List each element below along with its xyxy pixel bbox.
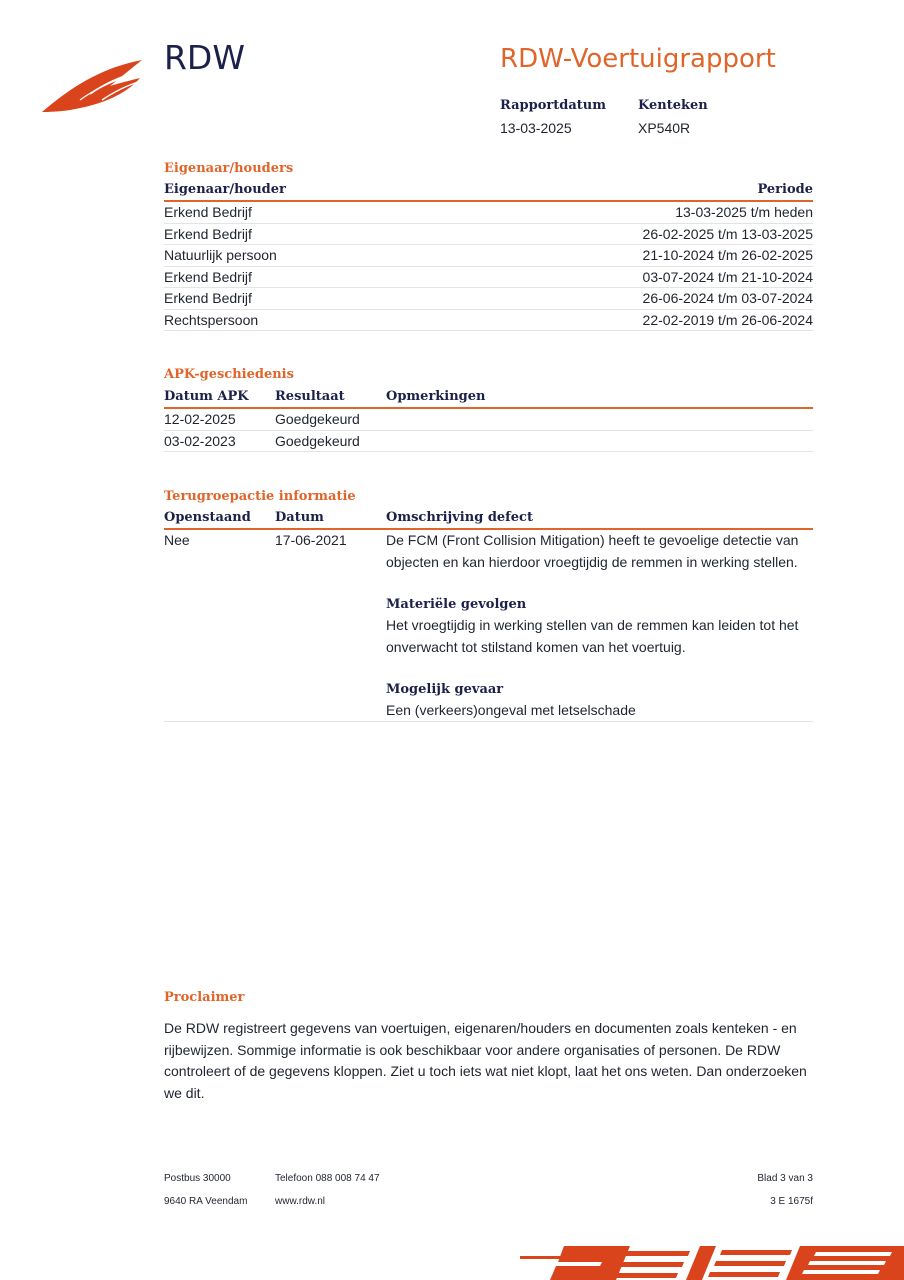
defect-description-line: De FCM (Front Collision Mitigation) heeft te gevoelige detectie van xyxy=(386,532,799,548)
period-cell: 21-10-2024 t/m 26-02-2025 xyxy=(642,247,813,263)
footer-code: 3 E 1675f xyxy=(770,1196,813,1207)
danger-label: Mogelijk gevaar xyxy=(386,682,504,697)
owner-cell: Erkend Bedrijf xyxy=(164,225,252,242)
defect-description-line: objecten en kan hierdoor vroegtijdig de remmen in werking stellen. xyxy=(386,553,798,570)
recall-col-description: Omschrijving defect xyxy=(386,510,533,525)
disclaimer-text xyxy=(164,1018,814,1104)
owners-col-period: Periode xyxy=(757,182,813,197)
owner-cell: Natuurlijk persoon xyxy=(164,247,277,263)
disclaimer-line: we dit. xyxy=(164,1084,205,1101)
recall-description-cell xyxy=(386,530,813,722)
recall-row xyxy=(164,530,813,722)
period-cell: 26-02-2025 t/m 13-03-2025 xyxy=(642,225,813,242)
table-row xyxy=(164,267,813,289)
table-row xyxy=(164,431,813,453)
footer-postbus: Postbus 30000 xyxy=(164,1173,231,1184)
consequences-line: onverwacht tot stilstand komen van het voertuig. xyxy=(386,638,686,655)
table-row xyxy=(164,310,813,332)
apk-col-remarks: Opmerkingen xyxy=(386,389,486,404)
apk-col-result: Resultaat xyxy=(275,389,345,404)
apk-date-cell: 12-02-2025 xyxy=(164,411,236,427)
recall-table-header xyxy=(164,510,813,530)
footer-page-number: Blad 3 van 3 xyxy=(757,1173,813,1184)
owner-cell: Erkend Bedrijf xyxy=(164,290,252,306)
apk-table-header xyxy=(164,389,813,409)
owners-table-header xyxy=(164,182,813,202)
danger-text: Een (verkeers)ongeval met letselschade xyxy=(386,702,636,718)
period-cell: 26-06-2024 t/m 03-07-2024 xyxy=(642,290,813,306)
owner-cell: Erkend Bedrijf xyxy=(164,204,252,220)
disclaimer-title: Proclaimer xyxy=(164,990,245,1005)
disclaimer-line: rijbewijzen. Sommige informatie is ook beschikbaar voor andere organisaties of personen. De RDW xyxy=(164,1041,781,1058)
recall-section-title: Terugroepactie informatie xyxy=(164,489,356,504)
report-title: RDW-Voertuigrapport xyxy=(500,44,776,74)
report-date-label: Rapportdatum xyxy=(500,98,606,113)
report-date-value: 13-03-2025 xyxy=(500,120,572,136)
table-row xyxy=(164,409,813,431)
period-cell: 03-07-2024 t/m 21-10-2024 xyxy=(642,268,813,285)
owners-section-title: Eigenaar/houders xyxy=(164,161,294,176)
owners-col-owner: Eigenaar/houder xyxy=(164,182,286,197)
recall-col-date: Datum xyxy=(275,510,324,525)
table-row xyxy=(164,202,813,224)
period-cell: 22-02-2019 t/m 26-06-2024 xyxy=(642,311,813,328)
apk-result-cell: Goedgekeurd xyxy=(275,432,360,449)
footer-city: 9640 RA Veendam xyxy=(164,1196,248,1207)
apk-section-title: APK-geschiedenis xyxy=(164,367,294,382)
consequences-label: Materiële gevolgen xyxy=(386,597,527,612)
license-plate-label: Kenteken xyxy=(638,98,708,113)
owner-cell: Rechtspersoon xyxy=(164,311,259,328)
license-plate-value: XP540R xyxy=(638,120,691,136)
disclaimer-line: De RDW registreert gegevens van voertuigen, eigenaren/houders en documenten zoals kenteken - en xyxy=(164,1020,797,1036)
footer-website-link[interactable]: www.rdw.nl xyxy=(275,1196,326,1207)
table-row xyxy=(164,224,813,246)
period-cell: 13-03-2025 t/m heden xyxy=(675,204,813,220)
table-row xyxy=(164,288,813,310)
apk-col-date: Datum APK xyxy=(164,389,249,404)
report-date-block xyxy=(500,98,606,136)
disclaimer-line: controleert of de gegevens kloppen. Ziet u toch iets wat niet klopt, laat het ons weten. Dan onderzoeken xyxy=(164,1063,807,1079)
consequences-line: Het vroegtijdig in werking stellen van de remmen kan leiden tot het xyxy=(386,617,799,633)
footer-phone: Telefoon 088 008 74 47 xyxy=(275,1173,380,1184)
rdw-stripes-graphic-icon xyxy=(520,1246,904,1280)
recall-open-cell: Nee xyxy=(164,532,190,548)
apk-result-cell: Goedgekeurd xyxy=(275,411,360,427)
brand-name: RDW xyxy=(164,38,245,77)
recall-date-cell: 17-06-2021 xyxy=(275,532,347,548)
license-plate-block xyxy=(638,98,708,136)
table-row xyxy=(164,245,813,267)
owner-cell: Erkend Bedrijf xyxy=(164,268,252,285)
recall-col-open: Openstaand xyxy=(164,510,251,525)
apk-date-cell: 03-02-2023 xyxy=(164,432,236,449)
